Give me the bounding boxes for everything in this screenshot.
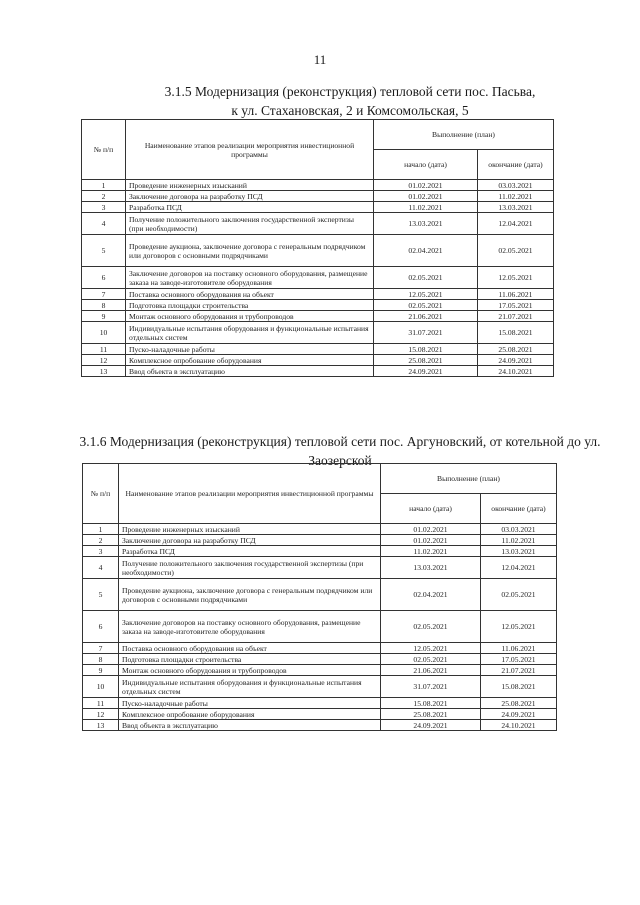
header-end: окончание (дата) [478, 150, 554, 180]
start-date-cell: 31.07.2021 [381, 676, 481, 698]
table-row [83, 611, 557, 643]
stage-name-cell: Проведение аукциона, заключение договора с генеральным подрядчиком или договоров с основными подрядчиками [119, 579, 381, 611]
stage-name-cell: Получение положительного заключения государственной экспертизы (при необходимости) [126, 213, 374, 235]
row-number-cell: 2 [83, 535, 119, 546]
stage-name-cell: Поставка основного оборудования на объект [119, 643, 381, 654]
end-date-cell: 25.08.2021 [478, 344, 554, 355]
row-number-cell: 1 [82, 180, 126, 191]
stage-name-cell: Проведение инженерных изысканий [119, 524, 381, 535]
row-number-cell: 4 [83, 557, 119, 579]
table-row [83, 524, 557, 535]
section-title-line1: 3.1.5 Модернизация (реконструкция) тепловой сети пос. Пасьва, [164, 84, 536, 99]
stage-name-cell: Пуско-наладочные работы [119, 698, 381, 709]
row-number-cell: 2 [82, 191, 126, 202]
header-execution: Выполнение (план) [381, 464, 557, 494]
stage-name-cell: Подготовка площадки строительства [126, 300, 374, 311]
end-date-cell: 12.05.2021 [478, 267, 554, 289]
end-date-cell: 25.08.2021 [481, 698, 557, 709]
end-date-cell: 13.03.2021 [481, 546, 557, 557]
row-number-cell: 13 [83, 720, 119, 731]
table-row [82, 366, 554, 377]
start-date-cell: 02.05.2021 [381, 654, 481, 665]
stage-name-cell: Разработка ПСД [126, 202, 374, 213]
stage-name-cell: Поставка основного оборудования на объект [126, 289, 374, 300]
start-date-cell: 01.02.2021 [381, 535, 481, 546]
row-number-cell: 8 [83, 654, 119, 665]
stage-name-cell: Заключение договора на разработку ПСД [126, 191, 374, 202]
table-row [82, 289, 554, 300]
header-name: Наименование этапов реализации мероприятия инвестиционной программы [126, 120, 374, 180]
table-row [82, 180, 554, 191]
end-date-cell: 02.05.2021 [481, 579, 557, 611]
stage-name-cell: Ввод объекта в эксплуатацию [126, 366, 374, 377]
plan-table-315-body [82, 180, 554, 377]
end-date-cell: 11.06.2021 [478, 289, 554, 300]
row-number-cell: 3 [83, 546, 119, 557]
row-number-cell: 9 [83, 665, 119, 676]
header-start: начало (дата) [381, 494, 481, 524]
start-date-cell: 21.06.2021 [374, 311, 478, 322]
plan-table-315 [81, 119, 554, 377]
table-row [82, 267, 554, 289]
stage-name-cell: Индивидуальные испытания оборудования и функциональные испытания отдельных систем [126, 322, 374, 344]
end-date-cell: 15.08.2021 [478, 322, 554, 344]
start-date-cell: 02.04.2021 [374, 235, 478, 267]
section-title-line1: 3.1.6 Модернизация (реконструкция) тепловой сети пос. Аргуновский, от котельной до ул. [79, 434, 601, 449]
row-number-cell: 11 [82, 344, 126, 355]
start-date-cell: 15.08.2021 [374, 344, 478, 355]
end-date-cell: 17.05.2021 [478, 300, 554, 311]
start-date-cell: 12.05.2021 [374, 289, 478, 300]
end-date-cell: 12.04.2021 [481, 557, 557, 579]
start-date-cell: 31.07.2021 [374, 322, 478, 344]
row-number-cell: 11 [83, 698, 119, 709]
start-date-cell: 02.05.2021 [381, 611, 481, 643]
plan-table-316 [82, 463, 557, 731]
stage-name-cell: Заключение договоров на поставку основного оборудования, размещение заказа на заводе-изготовителе оборудования [126, 267, 374, 289]
start-date-cell: 15.08.2021 [381, 698, 481, 709]
row-number-cell: 7 [82, 289, 126, 300]
row-number-cell: 3 [82, 202, 126, 213]
stage-name-cell: Проведение аукциона, заключение договора с генеральным подрядчиком или договоров с основными подрядчиками [126, 235, 374, 267]
stage-name-cell: Пуско-наладочные работы [126, 344, 374, 355]
end-date-cell: 21.07.2021 [481, 665, 557, 676]
table-row [83, 643, 557, 654]
table-row [82, 355, 554, 366]
table-row [83, 546, 557, 557]
end-date-cell: 03.03.2021 [481, 524, 557, 535]
stage-name-cell: Индивидуальные испытания оборудования и функциональные испытания отдельных систем [119, 676, 381, 698]
row-number-cell: 4 [82, 213, 126, 235]
end-date-cell: 03.03.2021 [478, 180, 554, 191]
table-row [82, 191, 554, 202]
start-date-cell: 01.02.2021 [374, 191, 478, 202]
start-date-cell: 02.05.2021 [374, 267, 478, 289]
end-date-cell: 24.10.2021 [481, 720, 557, 731]
start-date-cell: 02.05.2021 [374, 300, 478, 311]
start-date-cell: 13.03.2021 [374, 213, 478, 235]
stage-name-cell: Подготовка площадки строительства [119, 654, 381, 665]
table-row [82, 311, 554, 322]
row-number-cell: 10 [82, 322, 126, 344]
header-num: № п/п [82, 120, 126, 180]
start-date-cell: 13.03.2021 [381, 557, 481, 579]
end-date-cell: 12.04.2021 [478, 213, 554, 235]
start-date-cell: 25.08.2021 [381, 709, 481, 720]
start-date-cell: 01.02.2021 [374, 180, 478, 191]
page-number: 11 [313, 52, 327, 67]
stage-name-cell: Получение положительного заключения государственной экспертизы (при необходимости) [119, 557, 381, 579]
section-title-315 [120, 82, 580, 120]
stage-name-cell: Заключение договоров на поставку основного оборудования, размещение заказа на заводе-изготовителе оборудования [119, 611, 381, 643]
header-num: № п/п [83, 464, 119, 524]
end-date-cell: 12.05.2021 [481, 611, 557, 643]
stage-name-cell: Комплексное опробование оборудования [119, 709, 381, 720]
start-date-cell: 11.02.2021 [374, 202, 478, 213]
table-row [83, 557, 557, 579]
table-row [83, 665, 557, 676]
table-row [83, 698, 557, 709]
end-date-cell: 15.08.2021 [481, 676, 557, 698]
table-row [82, 202, 554, 213]
table-row [82, 213, 554, 235]
row-number-cell: 9 [82, 311, 126, 322]
start-date-cell: 12.05.2021 [381, 643, 481, 654]
row-number-cell: 10 [83, 676, 119, 698]
header-name: Наименование этапов реализации мероприятия инвестиционной программы [119, 464, 381, 524]
row-number-cell: 1 [83, 524, 119, 535]
section-title-line2: Заозерской [308, 453, 372, 468]
table-row [83, 535, 557, 546]
stage-name-cell: Комплексное опробование оборудования [126, 355, 374, 366]
start-date-cell: 24.09.2021 [374, 366, 478, 377]
row-number-cell: 13 [82, 366, 126, 377]
end-date-cell: 17.05.2021 [481, 654, 557, 665]
table-row [83, 709, 557, 720]
stage-name-cell: Монтаж основного оборудования и трубопроводов [119, 665, 381, 676]
row-number-cell: 7 [83, 643, 119, 654]
end-date-cell: 02.05.2021 [478, 235, 554, 267]
row-number-cell: 6 [82, 267, 126, 289]
end-date-cell: 21.07.2021 [478, 311, 554, 322]
header-end: окончание (дата) [481, 494, 557, 524]
table-row [82, 344, 554, 355]
stage-name-cell: Монтаж основного оборудования и трубопроводов [126, 311, 374, 322]
end-date-cell: 24.10.2021 [478, 366, 554, 377]
end-date-cell: 11.06.2021 [481, 643, 557, 654]
table-row [83, 720, 557, 731]
end-date-cell: 13.03.2021 [478, 202, 554, 213]
start-date-cell: 01.02.2021 [381, 524, 481, 535]
table-row [82, 300, 554, 311]
table-row [83, 579, 557, 611]
start-date-cell: 25.08.2021 [374, 355, 478, 366]
start-date-cell: 11.02.2021 [381, 546, 481, 557]
end-date-cell: 11.02.2021 [481, 535, 557, 546]
stage-name-cell: Разработка ПСД [119, 546, 381, 557]
stage-name-cell: Заключение договора на разработку ПСД [119, 535, 381, 546]
stage-name-cell: Ввод объекта в эксплуатацию [119, 720, 381, 731]
row-number-cell: 8 [82, 300, 126, 311]
row-number-cell: 6 [83, 611, 119, 643]
row-number-cell: 5 [83, 579, 119, 611]
stage-name-cell: Проведение инженерных изысканий [126, 180, 374, 191]
table-row [82, 235, 554, 267]
header-execution: Выполнение (план) [374, 120, 554, 150]
table-row [83, 676, 557, 698]
end-date-cell: 24.09.2021 [478, 355, 554, 366]
end-date-cell: 11.02.2021 [478, 191, 554, 202]
plan-table-316-body [83, 524, 557, 731]
table-row [82, 322, 554, 344]
row-number-cell: 5 [82, 235, 126, 267]
section-title-line2: к ул. Стахановская, 2 и Комсомольская, 5 [231, 103, 469, 118]
table-row [83, 654, 557, 665]
row-number-cell: 12 [83, 709, 119, 720]
end-date-cell: 24.09.2021 [481, 709, 557, 720]
start-date-cell: 21.06.2021 [381, 665, 481, 676]
header-start: начало (дата) [374, 150, 478, 180]
row-number-cell: 12 [82, 355, 126, 366]
start-date-cell: 24.09.2021 [381, 720, 481, 731]
start-date-cell: 02.04.2021 [381, 579, 481, 611]
